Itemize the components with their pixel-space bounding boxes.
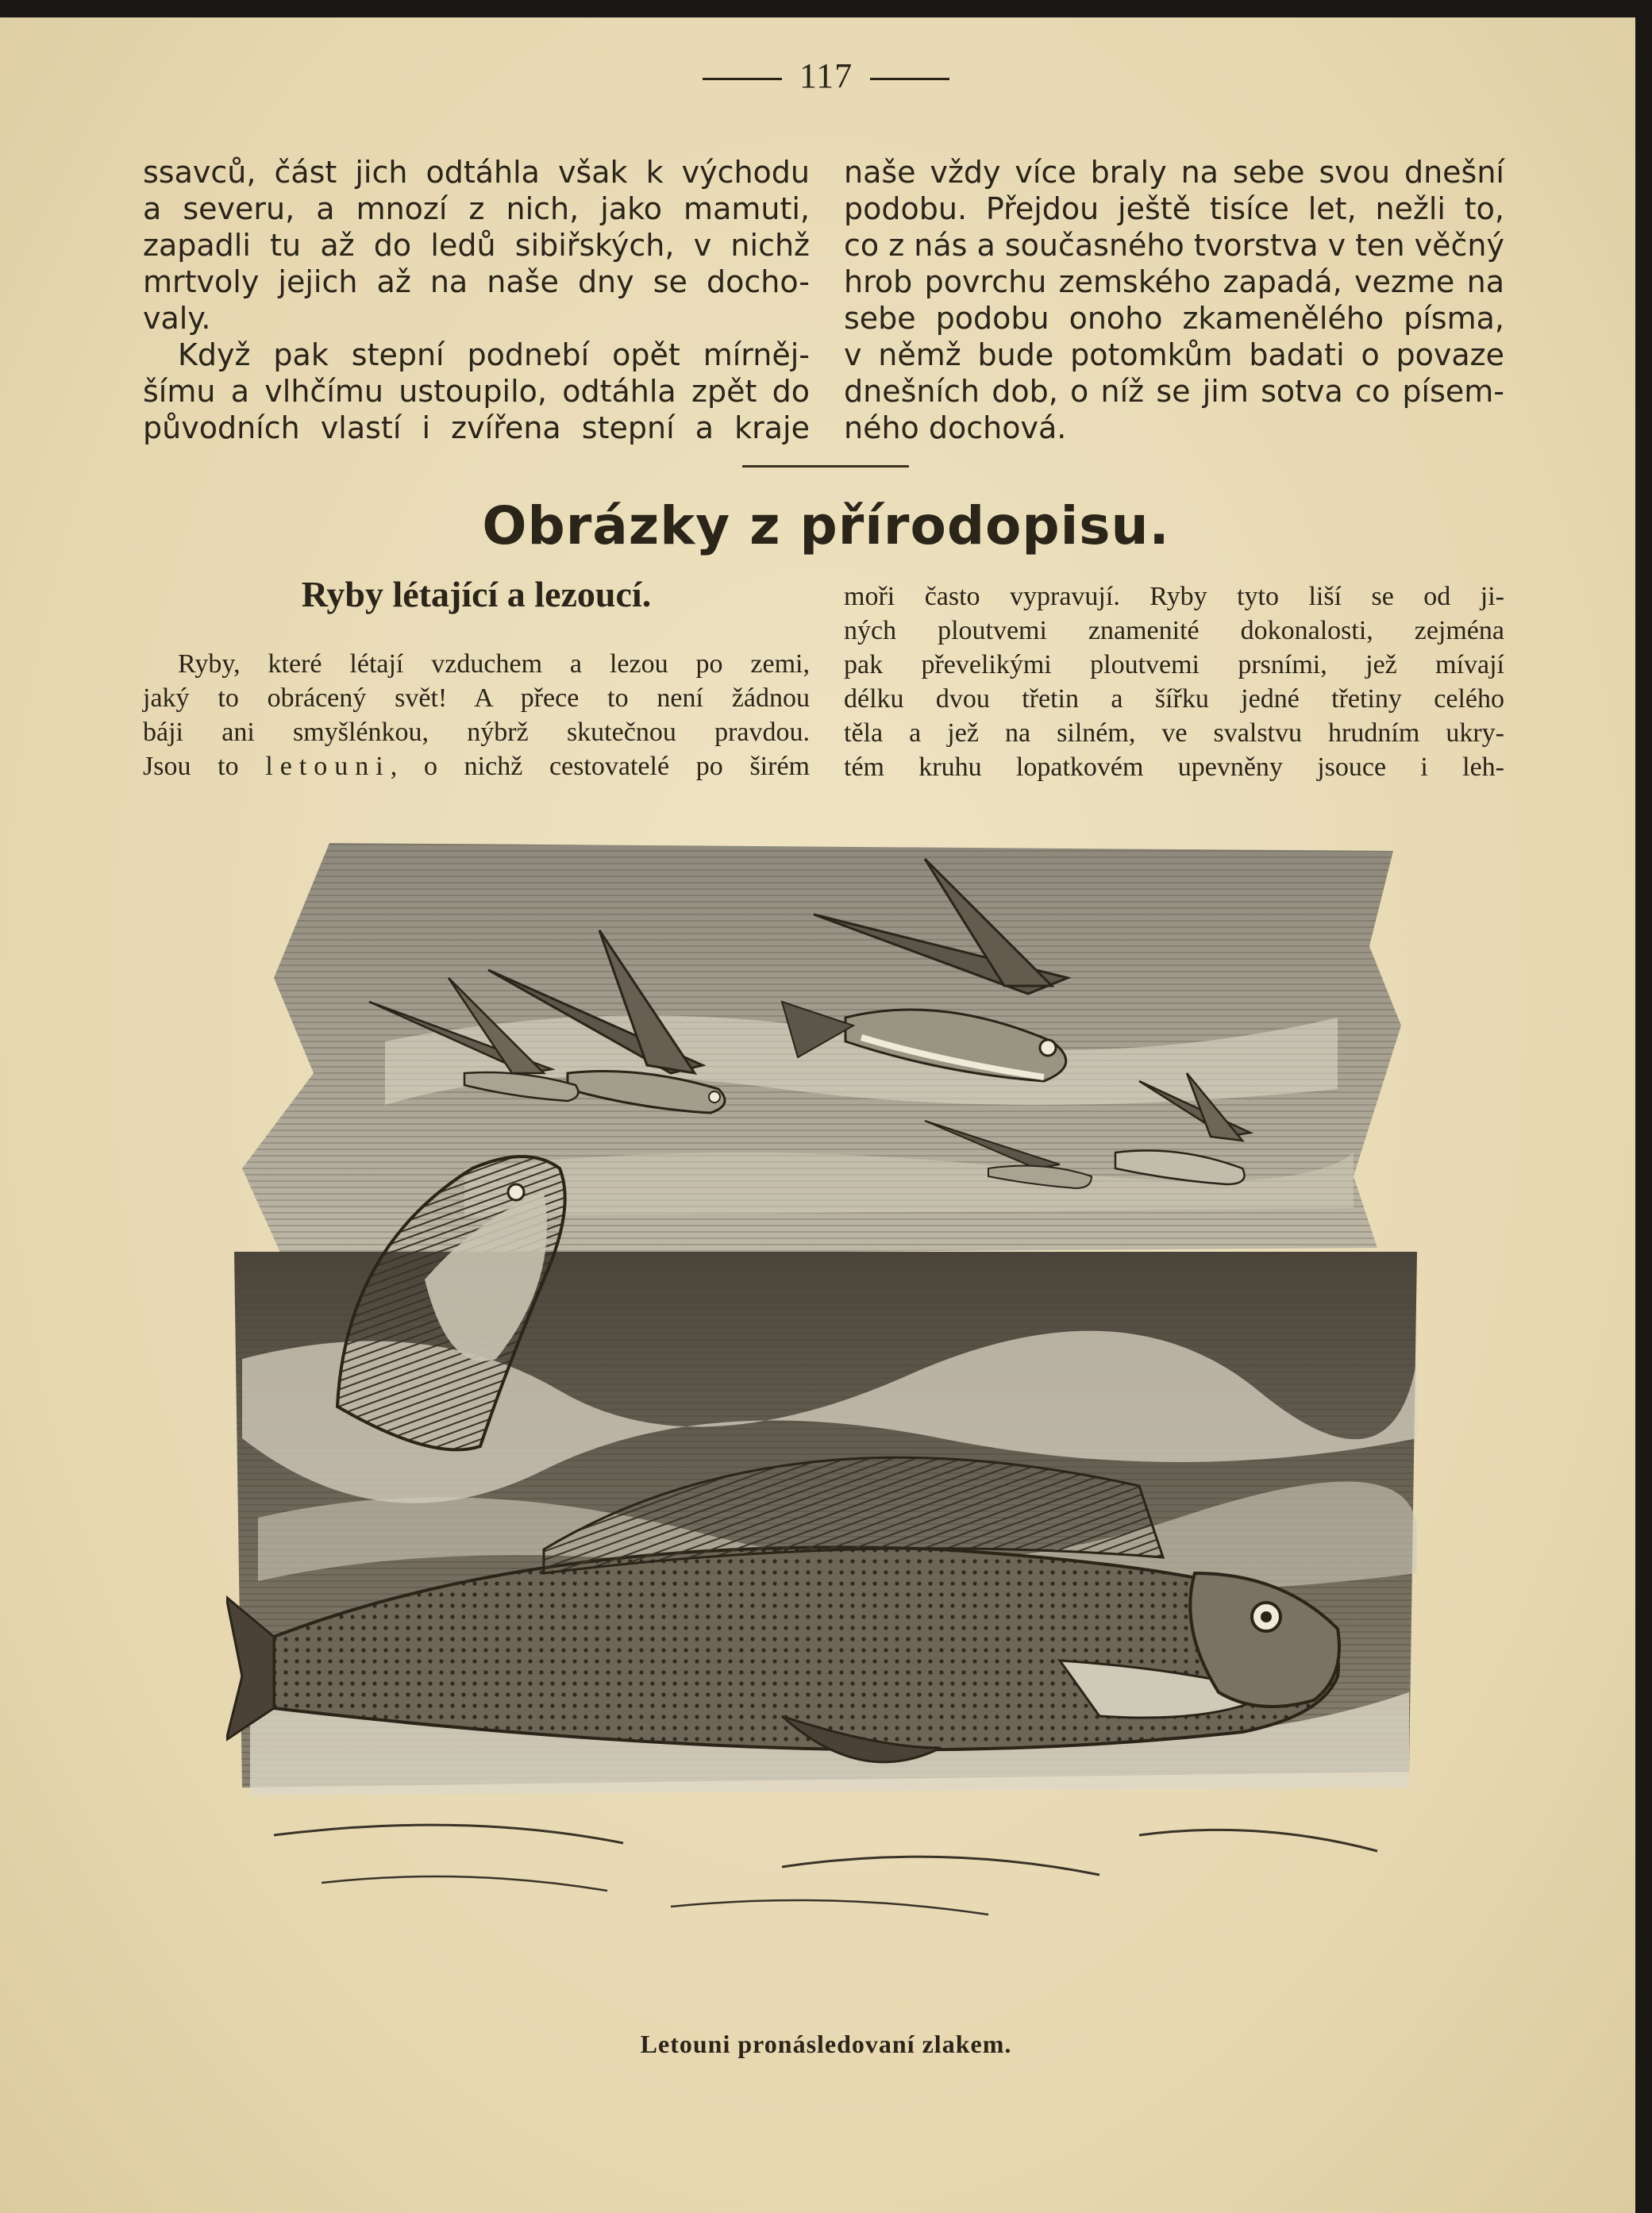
text-line: dnešních dob, o níž se jim sotva co písem- [844,374,1504,409]
text-line: mrtvoly jejich až na naše dny se docho- [143,264,810,299]
text-fragment: , o nichž cestovatelé po širém [390,752,810,781]
illustration-caption: Letouni pronásledovaní zlakem. [640,2030,1012,2058]
text-line: ného dochová. [844,410,1067,445]
text-line: moři často vypravují. Ryby tyto liší se od ji- [844,582,1504,611]
article-right-column [844,579,1504,784]
page-number-text: 117 [799,56,853,95]
book-page [0,17,1635,2213]
section-separator [742,465,909,468]
text-line: šímu a vlhčímu ustoupilo, odtáhla zpět do [143,374,810,409]
text-line: Ryby, které létají vzduchem a lezou po zemi, [178,649,810,679]
page-number-dash-right [870,78,949,80]
emphasized-word: letouni [265,752,391,781]
text-line: valy. [143,301,211,336]
article-left-column [143,647,810,783]
top-right-column [844,154,1504,446]
article-title: Ryby létající a lezoucí. [301,574,652,614]
text-line: tém kruhu lopatkovém upevněny jsouce i leh- [844,752,1504,782]
text-line: ssavců, část jich odtáhla však k východu [143,155,810,190]
text-fragment: Jsou to [143,752,266,781]
text-line: v němž bude potomkům badati o povaze [844,337,1504,372]
text-line: a severu, a mnozí z nich, jako mamuti, [143,191,810,226]
text-line: jaký to obrácený svět! A přece to není žádnou [143,683,810,713]
page-number-dash-left [703,78,782,80]
text-line [143,749,810,783]
top-left-column [143,154,810,446]
engraving-illustration [226,835,1425,2018]
text-line: Když pak stepní podnebí opět mírněj- [178,337,810,372]
text-line: zapadli tu až do ledů sibiřských, v nichž [143,228,810,263]
text-line: délku dvou třetin a šířku jedné třetiny celého [844,684,1504,714]
page-number [0,56,1652,96]
text-line: hrob povrchu zemského zapadá, vezme na [844,264,1504,299]
text-line: původních vlastí i zvířena stepní a kraje [143,410,810,445]
text-line: co z nás a současného tvorstva v ten věčný [844,228,1504,263]
section-title: Obrázky z přírodopisu. [482,495,1170,556]
text-line: těla a jež na silném, ve svalstvu hrudním ukry- [844,718,1504,748]
text-line: podobu. Přejdou ještě tisíce let, nežli to, [844,191,1504,226]
text-line: naše vždy více braly na sebe svou dnešní [844,155,1504,190]
text-line: ných ploutvemi znamenité dokonalosti, zejména [844,616,1504,645]
text-line: sebe podobu onoho zkamenělého písma, [844,301,1504,336]
text-line: báji ani smyšlénkou, nýbrž skutečnou pravdou. [143,718,810,747]
text-line: pak převelikými ploutvemi prsními, jež mívají [844,650,1504,679]
